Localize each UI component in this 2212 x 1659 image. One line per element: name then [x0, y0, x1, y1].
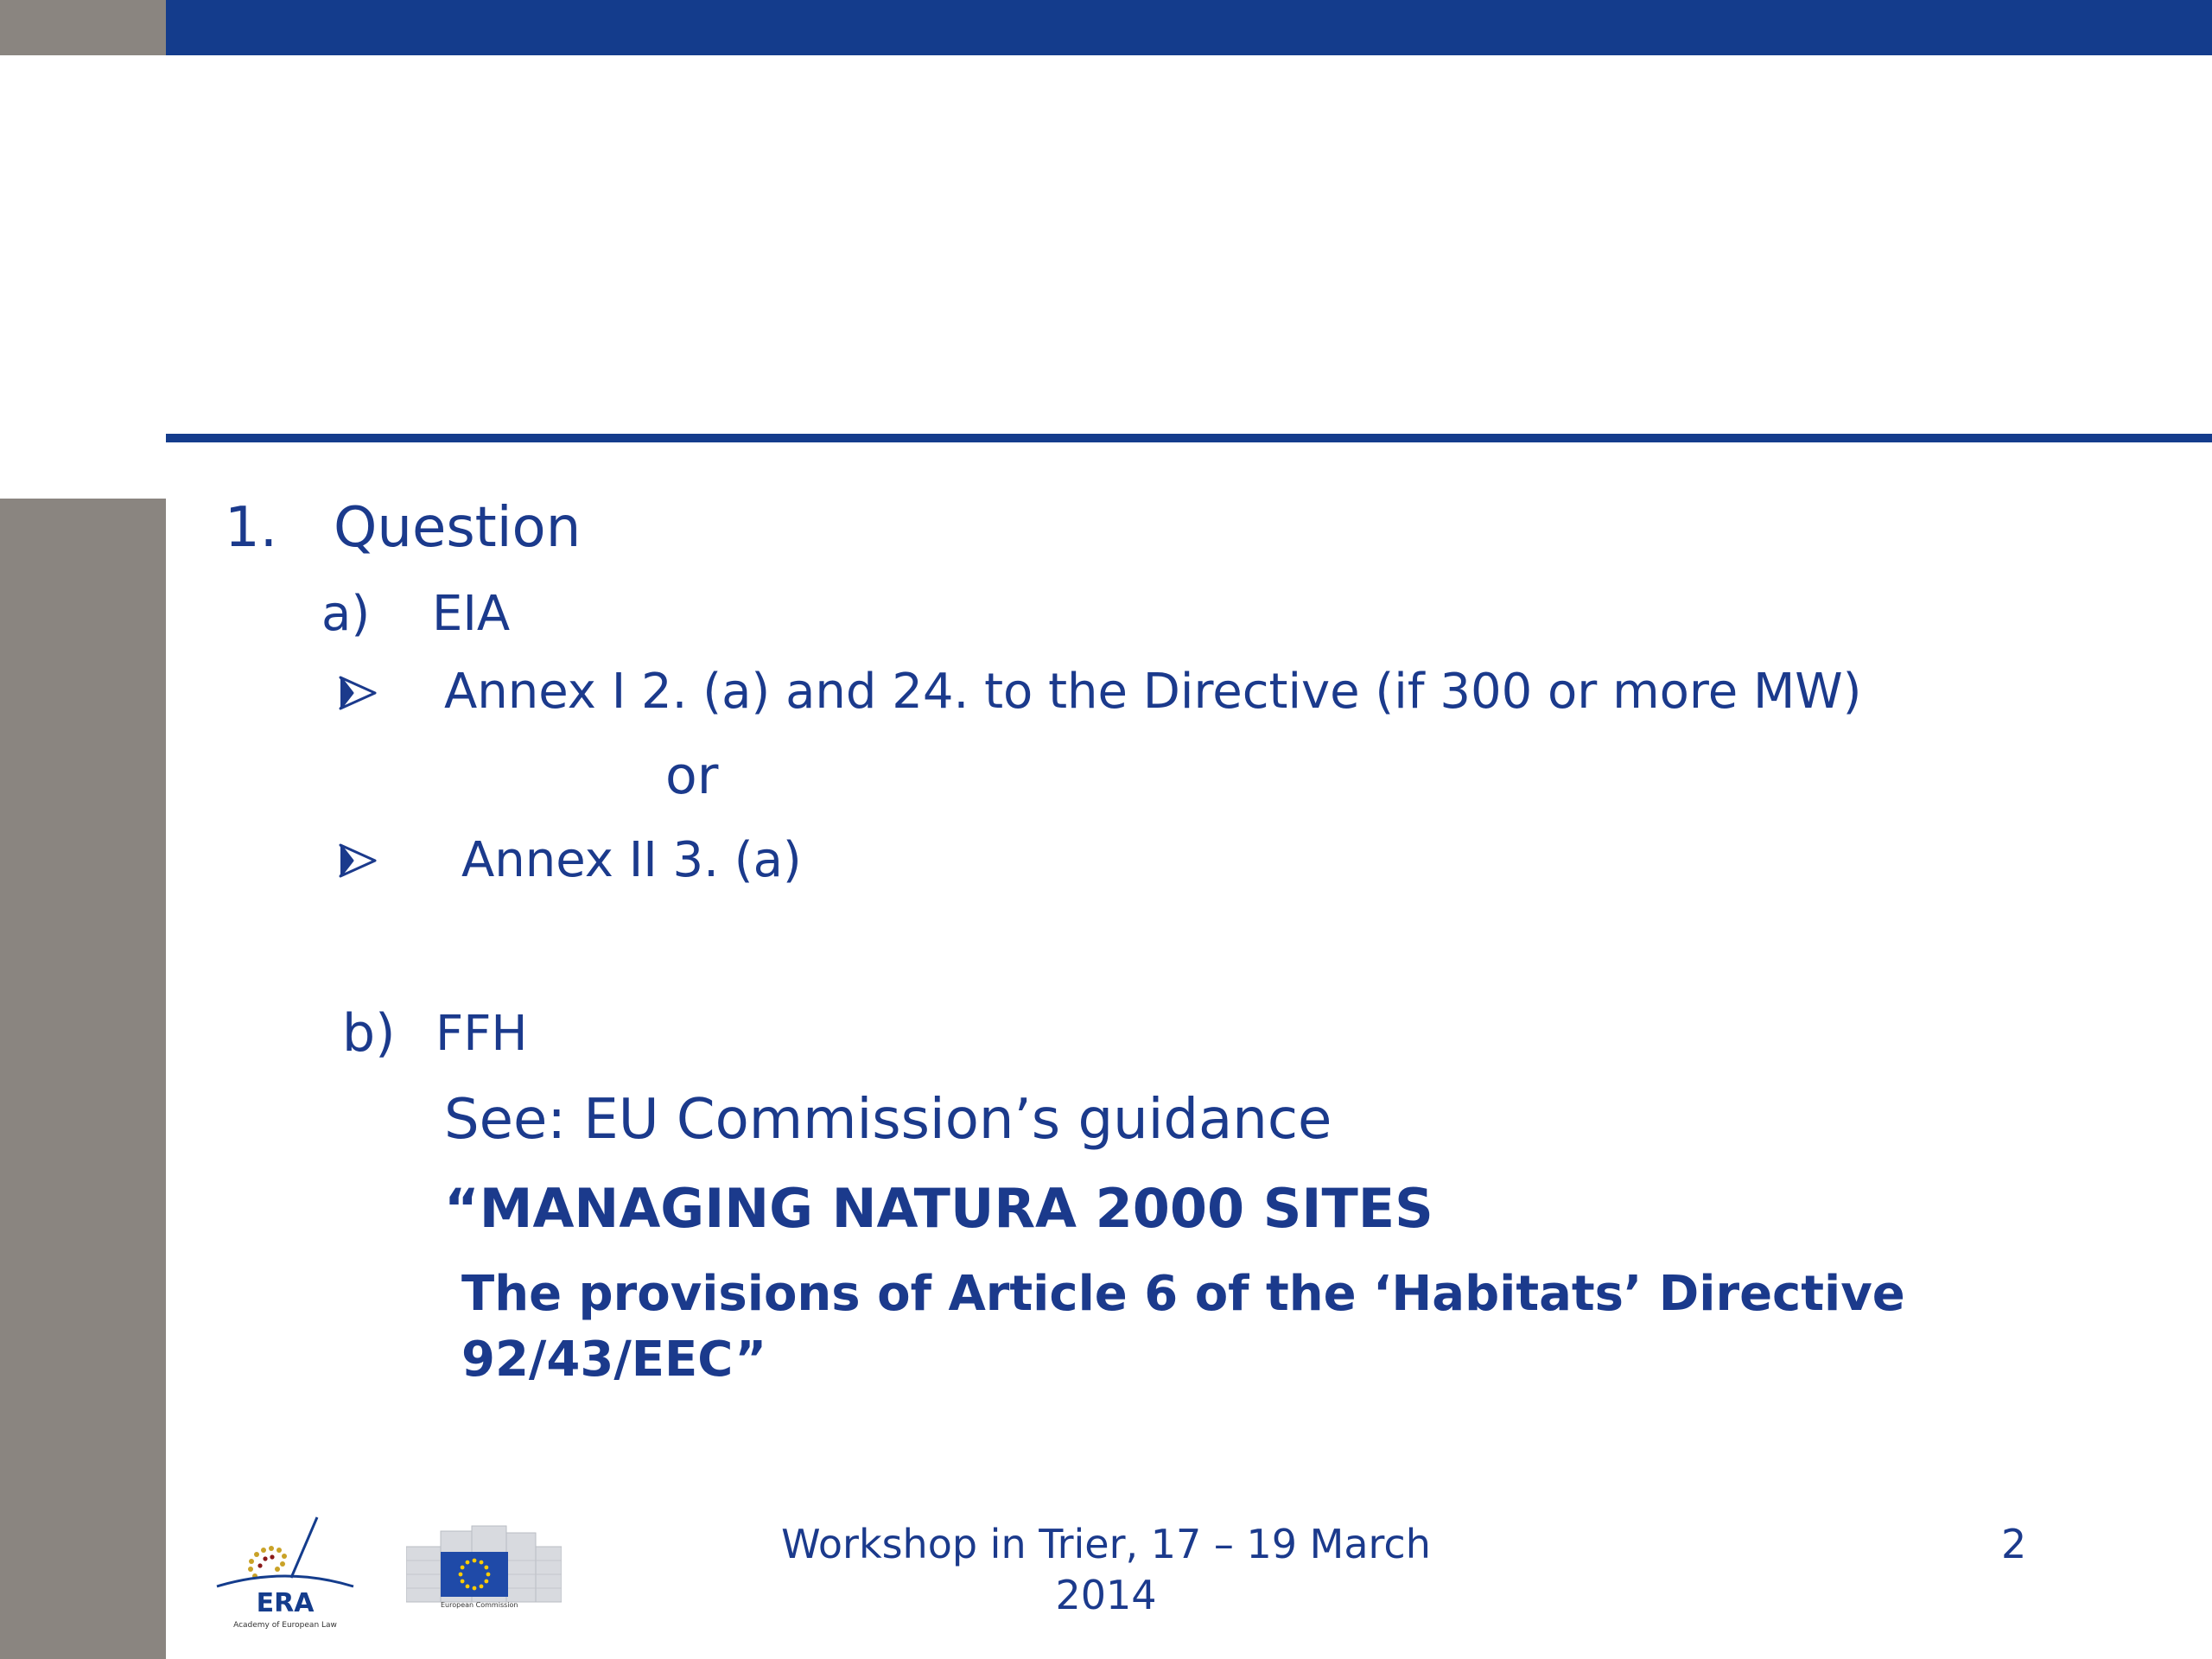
sub-b-label: FFH: [435, 1006, 528, 1062]
bullet-2-text: Annex II 3. (a): [461, 832, 802, 888]
provisions-line-1: The provisions of Article 6 of the ‘Habitats’ Directive: [461, 1266, 1905, 1322]
era-emblem-icon: [212, 1514, 359, 1592]
item-1-number: 1.: [225, 496, 278, 560]
arrowhead-bullet-icon: [339, 842, 377, 880]
see-line: See: EU Commission’s guidance: [444, 1088, 1332, 1152]
page-number: 2: [2001, 1521, 2027, 1567]
ec-logo-text: European Commission: [441, 1601, 518, 1609]
provisions-line-2: 92/43/EEC”: [461, 1332, 767, 1388]
era-logo: [212, 1514, 359, 1635]
managing-line: “MANAGING NATURA 2000 SITES: [444, 1177, 1433, 1240]
left-gray-sidebar: [0, 499, 166, 1659]
european-commission-logo: [406, 1521, 562, 1633]
or-text: or: [665, 746, 719, 806]
era-logo-subtext: Academy of European Law: [233, 1621, 337, 1630]
title-rule: [166, 434, 2212, 442]
item-1-label: Question: [334, 496, 582, 560]
sub-a-label: EIA: [432, 586, 511, 642]
header-gray-block: [0, 0, 166, 55]
sub-b-marker: b): [342, 1003, 396, 1064]
bullet-1-text: Annex I 2. (a) and 24. to the Directive (if 300 or more MW): [444, 664, 1862, 720]
sub-a-marker: a): [321, 586, 371, 642]
eu-flag-icon: [441, 1552, 508, 1597]
header-blue-bar: [166, 0, 2212, 55]
arrowhead-bullet-icon: [339, 674, 377, 712]
era-logo-text: ERA: [256, 1588, 315, 1618]
footer-workshop-text: Workshop in Trier, 17 – 19 March 2014: [781, 1521, 1431, 1618]
